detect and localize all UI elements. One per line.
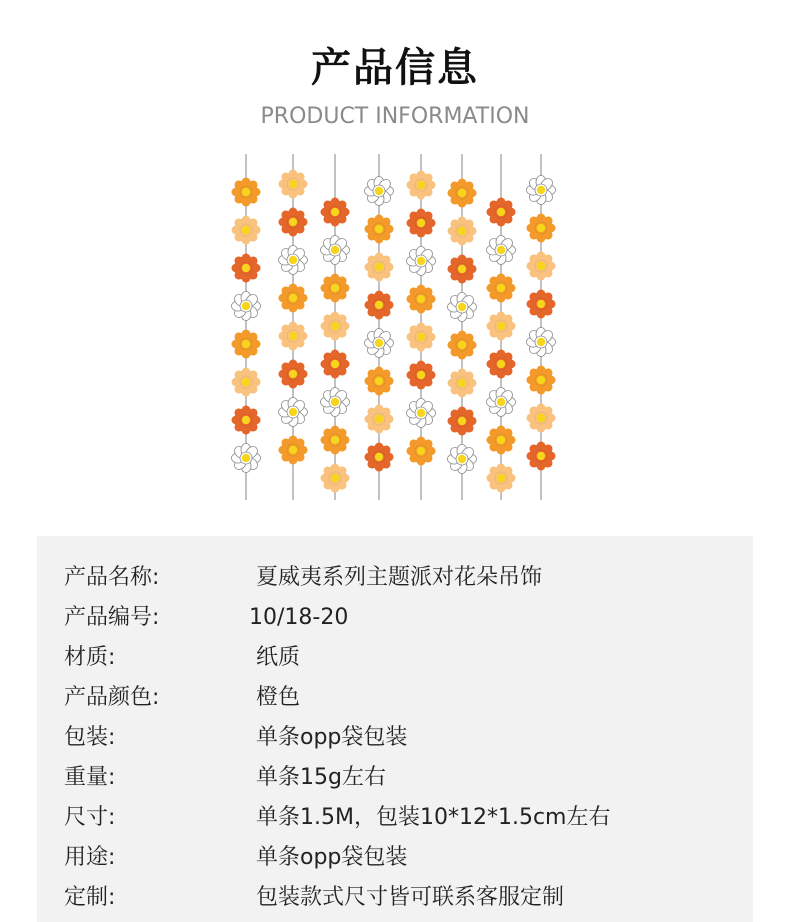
flower-light (279, 170, 308, 199)
flower-light (487, 464, 516, 493)
flower-orange (527, 214, 556, 243)
flower-light (365, 253, 394, 282)
info-row-custom (37, 878, 753, 918)
flower-light (365, 405, 394, 434)
flower-white (448, 293, 477, 322)
info-value-usage: 单条opp袋包装 (256, 845, 408, 870)
info-row-material (37, 638, 753, 678)
flower-orange (232, 330, 261, 359)
page-subtitle: PRODUCT INFORMATION (260, 104, 530, 129)
flower-white (448, 445, 477, 474)
flower-orange (448, 331, 477, 360)
flower-garland-image (210, 150, 580, 510)
flower-dark (448, 255, 477, 284)
flower-light (232, 216, 261, 245)
info-label-color: 产品颜色: (64, 685, 160, 710)
flower-light (407, 171, 436, 200)
info-label-name: 产品名称: (64, 565, 160, 590)
info-row-name (37, 558, 753, 598)
info-label-material: 材质: (64, 645, 116, 670)
info-row-packaging (37, 718, 753, 758)
info-label-code: 产品编号: (64, 605, 160, 630)
page-title: 产品信息 (311, 45, 479, 91)
flower-white (279, 246, 308, 275)
flower-light (487, 312, 516, 341)
info-value-custom: 包装款式尺寸皆可联系客服定制 (256, 885, 565, 910)
info-value-packaging: 单条opp袋包装 (256, 725, 408, 750)
flower-dark (321, 198, 350, 227)
info-label-usage: 用途: (64, 845, 116, 870)
info-value-name: 夏威夷系列主题派对花朵吊饰 (256, 565, 543, 590)
flower-white (232, 292, 261, 321)
flower-white (487, 236, 516, 265)
flower-white (407, 247, 436, 276)
product-info-panel (37, 536, 753, 922)
flower-dark (407, 361, 436, 390)
info-row-weight (37, 758, 753, 798)
info-value-material: 纸质 (256, 645, 301, 670)
flower-light (407, 323, 436, 352)
info-row-color (37, 678, 753, 718)
flower-orange (448, 179, 477, 208)
flower-dark (279, 208, 308, 237)
flower-dark (407, 209, 436, 238)
flower-dark (232, 254, 261, 283)
info-label-packaging: 包装: (64, 725, 116, 750)
flower-orange (321, 426, 350, 455)
flower-orange (321, 274, 350, 303)
flower-dark (448, 407, 477, 436)
flower-dark (487, 198, 516, 227)
flower-white (279, 398, 308, 427)
flower-orange (279, 284, 308, 313)
flower-white (407, 399, 436, 428)
info-label-custom: 定制: (64, 885, 116, 910)
flower-orange (232, 178, 261, 207)
info-row-size (37, 798, 753, 838)
flower-dark (527, 442, 556, 471)
flower-white (527, 328, 556, 357)
flower-dark (321, 350, 350, 379)
flower-light (527, 404, 556, 433)
flower-light (448, 369, 477, 398)
info-label-weight: 重量: (64, 765, 116, 790)
flower-dark (365, 443, 394, 472)
info-value-color: 橙色 (256, 685, 301, 710)
info-value-size: 单条1.5M，包装10*12*1.5cm左右 (256, 805, 611, 830)
flower-orange (365, 215, 394, 244)
flower-white (232, 444, 261, 473)
flower-orange (407, 437, 436, 466)
flower-light (448, 217, 477, 246)
info-row-usage (37, 838, 753, 878)
flower-white (321, 236, 350, 265)
flower-white (365, 329, 394, 358)
flower-orange (407, 285, 436, 314)
flower-white (527, 176, 556, 205)
flower-light (527, 252, 556, 281)
flower-dark (527, 290, 556, 319)
flower-orange (365, 367, 394, 396)
flower-white (321, 388, 350, 417)
flower-light (321, 312, 350, 341)
info-value-weight: 单条15g左右 (256, 765, 386, 790)
info-label-size: 尺寸: (64, 805, 116, 830)
flower-orange (527, 366, 556, 395)
flower-orange (279, 436, 308, 465)
info-row-code (37, 598, 753, 638)
flower-light (279, 322, 308, 351)
flower-orange (487, 426, 516, 455)
flower-dark (279, 360, 308, 389)
flower-white (487, 388, 516, 417)
flower-dark (365, 291, 394, 320)
flower-light (321, 464, 350, 493)
flower-dark (232, 406, 261, 435)
flower-light (232, 368, 261, 397)
flower-white (365, 177, 394, 206)
flower-orange (487, 274, 516, 303)
info-value-code: 10/18-20 (249, 605, 349, 630)
flower-dark (487, 350, 516, 379)
